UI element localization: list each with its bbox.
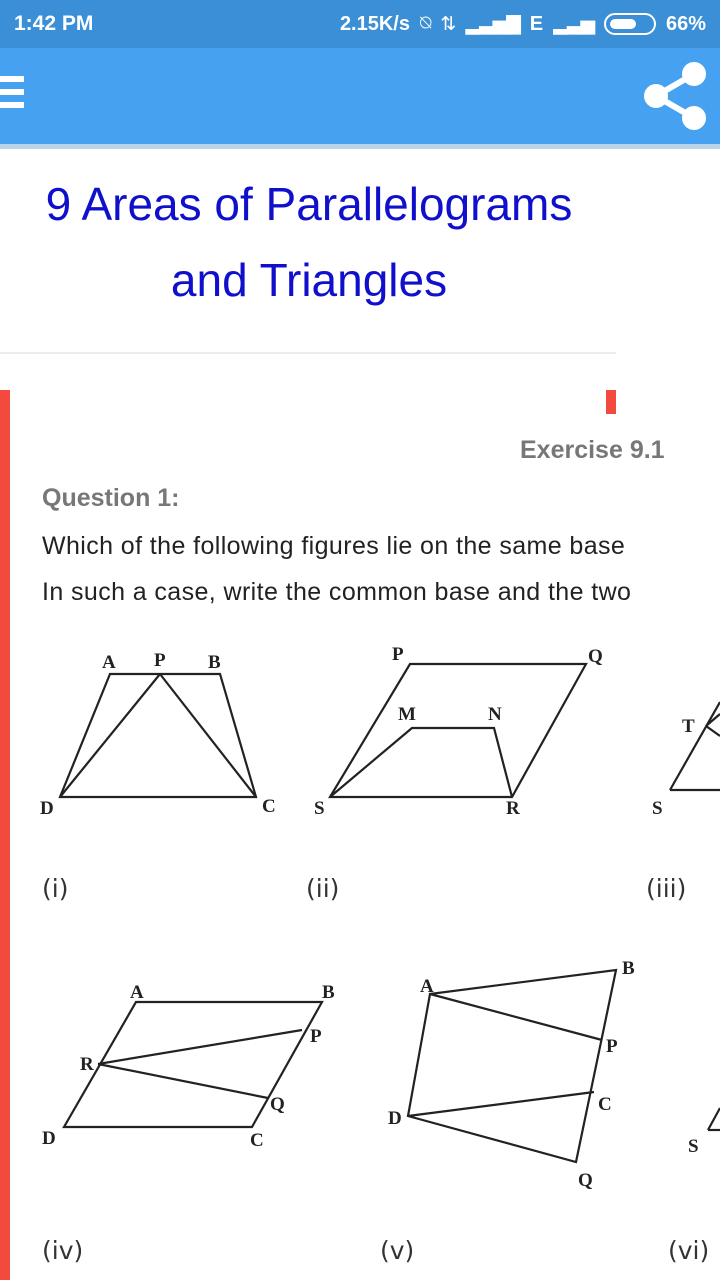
figure-i-label-B: B: [208, 652, 221, 673]
figure-i-label-C: C: [262, 796, 276, 817]
figure-v-label-P: P: [606, 1036, 618, 1057]
figure-iii: [640, 640, 720, 830]
figure-i-label-D: D: [40, 798, 54, 819]
figure-vi: [680, 1060, 720, 1160]
figure-vi-caption: (vi): [668, 1236, 710, 1265]
question-text-line2: In such a case, write the common base and the two: [42, 578, 632, 606]
figure-i-caption: (i): [42, 874, 69, 903]
status-time: 1:42 PM: [14, 12, 94, 35]
figure-vi-label-S: S: [688, 1136, 699, 1157]
net-speed: 2.15K/s: [339, 12, 410, 35]
question-label: Question 1:: [42, 484, 180, 512]
network-type: E: [529, 12, 544, 35]
figure-iv-label-B: B: [322, 982, 335, 1003]
figure-v-label-B: B: [622, 958, 635, 979]
vibrate-off-icon: ⍉: [420, 13, 431, 34]
figure-iv-label-A: A: [130, 982, 144, 1003]
figure-v: [380, 950, 670, 1191]
figure-iii-label-S: S: [652, 798, 663, 819]
left-accent-bar: [0, 390, 10, 1280]
figure-ii-label-N: N: [488, 704, 502, 725]
figure-v-label-Q: Q: [578, 1170, 593, 1191]
page-title-line1: 9 Areas of Parallelograms: [45, 178, 573, 230]
figure-iv-label-P: P: [310, 1026, 322, 1047]
figure-ii-label-P: P: [392, 644, 404, 665]
battery-percent: 66%: [665, 12, 706, 35]
figure-ii-caption: (ii): [306, 874, 340, 903]
accent-marker: [606, 390, 616, 414]
figure-iii-caption: (iii): [646, 874, 687, 903]
figure-ii-label-S: S: [314, 798, 325, 819]
figure-iv-label-Q: Q: [270, 1094, 285, 1115]
figure-v-label-C: C: [598, 1094, 612, 1115]
signal-weak-icon: ▂▃▅: [553, 13, 594, 35]
figure-iv-caption: (iv): [42, 1236, 84, 1265]
figure-iv: [30, 960, 360, 1160]
figure-iii-label-T: T: [682, 716, 695, 737]
figure-ii-label-M: M: [398, 704, 416, 725]
figure-i: [30, 640, 300, 830]
figure-v-label-A: A: [420, 976, 434, 997]
question-text-line1: Which of the following figures lie on the same base: [42, 532, 626, 560]
signal-icon: ▂▃▅▇: [465, 13, 520, 35]
figure-ii-label-Q: Q: [588, 646, 603, 667]
figure-ii: [300, 640, 630, 830]
exercise-heading: Exercise 9.1: [520, 436, 665, 464]
page-title-line2: and Triangles: [170, 254, 448, 306]
figure-iv-label-D: D: [42, 1128, 56, 1149]
figure-i-label-A: A: [102, 652, 116, 673]
figure-iv-label-C: C: [250, 1130, 264, 1151]
figure-ii-label-R: R: [506, 798, 520, 819]
figure-v-caption: (v): [380, 1236, 415, 1265]
figure-iv-label-R: R: [80, 1054, 94, 1075]
figure-i-label-P: P: [154, 650, 166, 671]
figure-v-label-D: D: [388, 1108, 402, 1129]
data-transfer-icon: ⇅: [440, 13, 456, 35]
